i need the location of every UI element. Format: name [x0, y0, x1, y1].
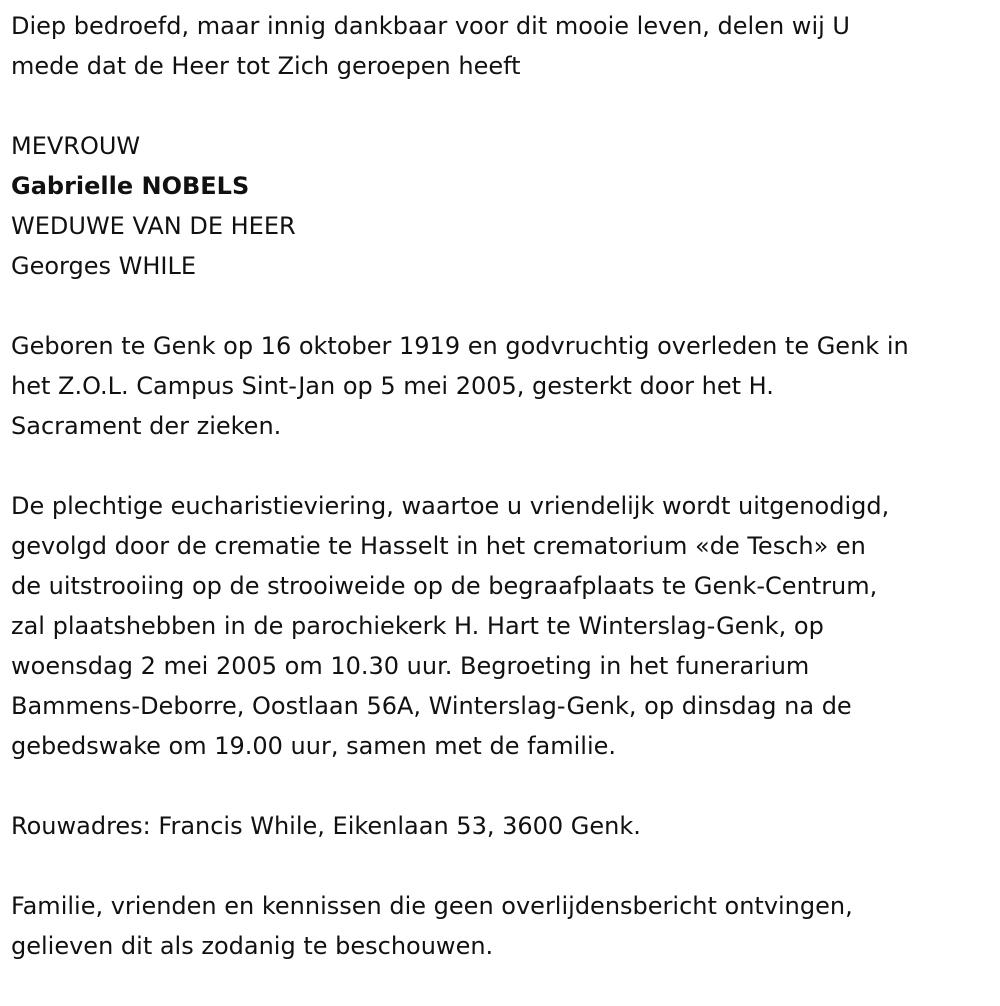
intro-paragraph [11, 6, 992, 86]
birth-death-line: Sacrament der zieken. [11, 412, 282, 440]
intro-line: mede dat de Heer tot Zich geroepen heeft [11, 52, 521, 80]
spouse-name: Georges WHILE [11, 252, 197, 280]
deceased-relation: WEDUWE VAN DE HEER [11, 212, 296, 240]
birth-death-line: het Z.O.L. Campus Sint-Jan op 5 mei 2005, gesterkt door het H. [11, 372, 774, 400]
ceremony-line: gevolgd door de crematie te Hasselt in het crematorium «de Tesch» en [11, 532, 866, 560]
closing-line: Familie, vrienden en kennissen die geen overlijdensbericht ontvingen, [11, 892, 853, 920]
ceremony-line: Bammens-Deborre, Oostlaan 56A, Winterslag-Genk, op dinsdag na de [11, 692, 852, 720]
paragraph-gap [11, 766, 992, 806]
ceremony-line: zal plaatshebben in de parochiekerk H. Hart te Winterslag-Genk, op [11, 612, 824, 640]
deceased-title: MEVROUW [11, 132, 141, 160]
mourning-address: Rouwadres: Francis While, Eikenlaan 53, 3600 Genk. [11, 812, 641, 840]
paragraph-gap [11, 286, 992, 326]
paragraph-gap [11, 846, 992, 886]
closing-line: gelieven dit als zodanig te beschouwen. [11, 932, 494, 960]
ceremony-line: de uitstrooiing op de strooiweide op de begraafplaats te Genk-Centrum, [11, 572, 878, 600]
birth-death-paragraph [11, 326, 992, 446]
ceremony-paragraph [11, 486, 992, 766]
intro-line: Diep bedroefd, maar innig dankbaar voor dit mooie leven, delen wij U [11, 12, 850, 40]
birth-death-line: Geboren te Genk op 16 oktober 1919 en godvruchtig overleden te Genk in [11, 332, 909, 360]
deceased-name: Gabrielle NOBELS [11, 172, 250, 200]
paragraph-gap [11, 446, 992, 486]
deceased-block [11, 126, 992, 286]
paragraph-gap [11, 86, 992, 126]
ceremony-line: De plechtige eucharistieviering, waartoe u vriendelijk wordt uitgenodigd, [11, 492, 890, 520]
ceremony-line: woensdag 2 mei 2005 om 10.30 uur. Begroeting in het funerarium [11, 652, 810, 680]
closing-paragraph [11, 886, 992, 966]
ceremony-line: gebedswake om 19.00 uur, samen met de familie. [11, 732, 617, 760]
